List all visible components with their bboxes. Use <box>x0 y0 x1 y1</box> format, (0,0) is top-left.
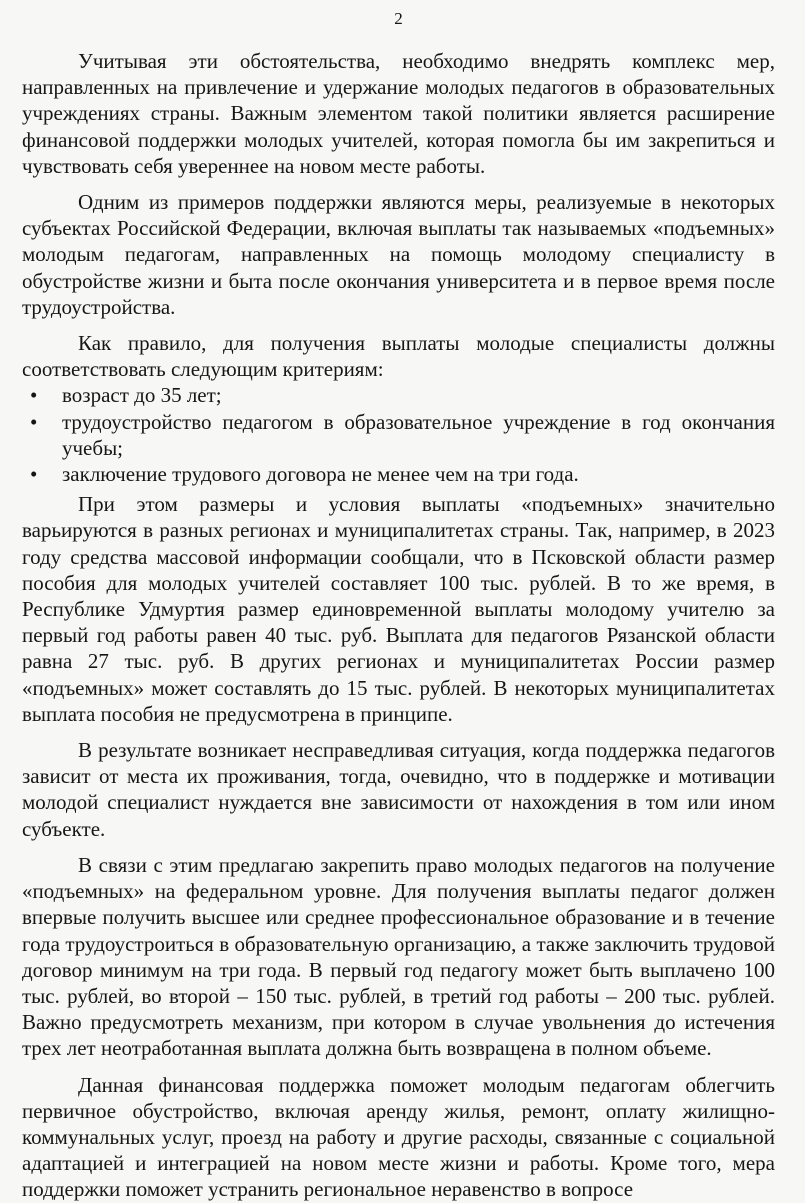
bullet-icon: • <box>30 383 38 408</box>
paragraph-2: Одним из примеров поддержки являются меры, реализуемые в некоторых субъектах Российской Федерации, включая выплаты так называемых «подъемных» молодым педагогам, направленных на помощь молодому специалисту в обустройстве жизни и быта после окончания университета и в первое время после трудоустройства. <box>22 190 775 319</box>
paragraph-5: В результате возникает несправедливая ситуация, когда поддержка педагогов зависит от места их проживания, тогда, очевидно, что в поддержке и мотивации молодой специалист нуждается вне зависимости от нахождения в том или ином субъекте. <box>22 738 775 841</box>
paragraph-6: В связи с этим предлагаю закрепить право молодых педагогов на получение «подъемных» на федеральном уровне. Для получения выплаты педагог должен впервые получить высшее или среднее профессиональное образование и в течение года трудоустроиться в образовательную организацию, а также заключить трудовой договор минимум на три года. В первый год педагогу может быть выплачено 100 тыс. рублей, во второй – 150 тыс. рублей, в третий год работы – 200 тыс. рублей. Важно предусмотреть механизм, при котором в случае увольнения до истечения трех лет неотработанная выплата должна быть возвращена в полном объеме. <box>22 852 775 1061</box>
paragraph-3: Как правило, для получения выплаты молодые специалисты должны соответствовать следующим критериям: <box>22 331 775 382</box>
list-item-text: трудоустройство педагогом в образовательное учреждение в год окончания учебы; <box>62 409 775 460</box>
list-item <box>22 409 775 461</box>
criteria-list <box>22 382 775 487</box>
list-item-text: возраст до 35 лет; <box>62 383 222 408</box>
paragraph-4: При этом размеры и условия выплаты «подъемных» значительно варьируются в разных регионах и муниципалитетах страны. Так, например, в 2023 году средства массовой информации сообщали, что в Псковской области размер пособия для молодых учителей составляет 100 тыс. рублей. В то же время, в Республике Удмуртия размер единовременной выплаты молодому учителю за первый год работы равен 40 тыс. руб. Выплата для педагогов Рязанской области равна 27 тыс. руб. В других регионах и муниципалитетах России размер «подъемных» может составлять до 15 тыс. рублей. В некоторых муниципалитетах выплата пособия не предусмотрена в принципе. <box>22 492 775 726</box>
paragraph-1: Учитывая эти обстоятельства, необходимо внедрять комплекс мер, направленных на привлечение и удержание молодых педагогов в образовательных учреждениях страны. Важным элементом такой политики является расширение финансовой поддержки молодых учителей, которая помогла бы им закрепиться и чувствовать себя увереннее на новом месте работы. <box>22 49 775 178</box>
list-item <box>22 382 775 408</box>
page-number: 2 <box>394 9 403 28</box>
list-item-text: заключение трудового договора не менее чем на три года. <box>62 462 579 487</box>
bullet-icon: • <box>30 462 38 487</box>
paragraph-7: Данная финансовая поддержка поможет молодым педагогам облегчить первичное обустройство, включая аренду жилья, ремонт, оплату жилищно-коммунальных услуг, проезд на работу и другие расходы, связанные с социальной адаптацией и интеграцией на новом месте жизни и работы. Кроме того, мера поддержки поможет устранить региональное неравенство в вопросе <box>22 1072 775 1202</box>
list-item <box>22 461 775 487</box>
bullet-icon: • <box>30 409 38 434</box>
